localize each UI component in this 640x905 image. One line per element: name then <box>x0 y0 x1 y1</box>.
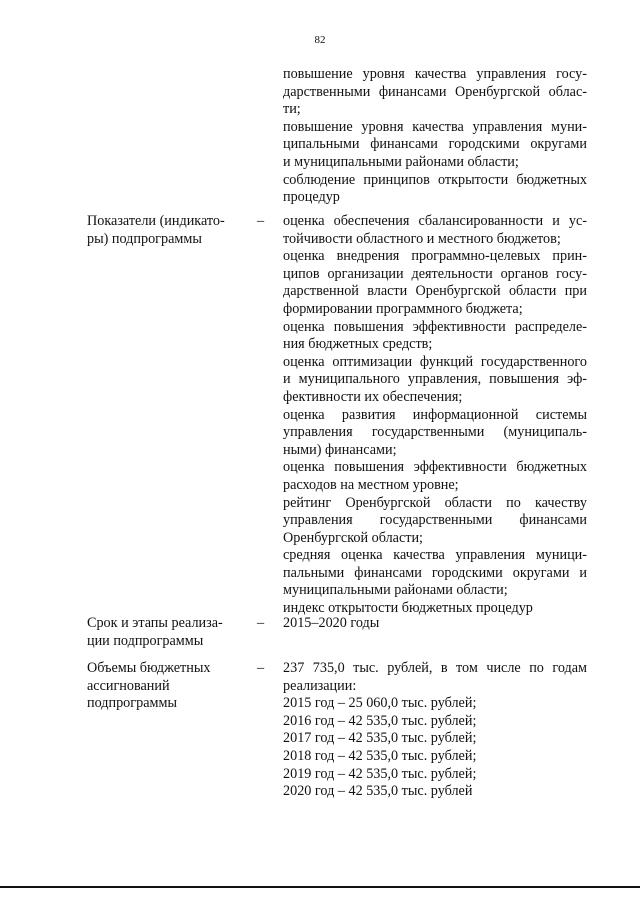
text-line: оценка развития информационной системы <box>283 406 587 423</box>
bottom-rule <box>0 886 640 888</box>
text-line: управления государственными (муниципаль- <box>283 424 587 441</box>
text-line: дарственной власти Оренбургской области при <box>283 283 587 300</box>
text-line: расходов на местном уровне; <box>283 476 459 493</box>
text-line: ципов организации деятельности органов госу- <box>283 265 587 282</box>
text-line: 2016 год – 42 535,0 тыс. рублей; <box>283 712 477 729</box>
text-line: реализации: <box>283 677 357 694</box>
text-line: оценка повышения эффективности распределе- <box>283 318 587 335</box>
text-line: рейтинг Оренбургской области по качеству <box>283 494 587 511</box>
text-line: и муниципальными районами области; <box>283 153 519 170</box>
text-line: средняя оценка качества управления муници- <box>283 547 587 564</box>
dash-separator: – <box>257 660 265 676</box>
text-line: 2015–2020 годы <box>283 615 380 631</box>
indicators-label <box>87 213 245 248</box>
text-line: ния бюджетных средств; <box>283 336 433 353</box>
text-line: соблюдение принципов открытости бюджетных <box>283 171 587 188</box>
text-line: процедур <box>283 189 340 206</box>
text-line: тойчивости областного и местного бюджетов; <box>283 230 561 247</box>
text-line: пальными финансами городскими округами и <box>283 564 587 581</box>
text-line: оценка внедрения программно-целевых прин- <box>283 248 587 265</box>
text-line: формировании программного бюджета; <box>283 300 523 317</box>
label-line: подпрограммы <box>87 695 177 712</box>
text-line: 2018 год – 42 535,0 тыс. рублей; <box>283 747 477 764</box>
term-value <box>283 615 587 633</box>
text-line: оценка обеспечения сбалансированности и ус- <box>283 213 587 229</box>
label-line: ции подпрограммы <box>87 632 204 649</box>
text-line: дарственными финансами Оренбургской облас- <box>283 83 587 100</box>
text-line: индекс открытости бюджетных процедур <box>283 600 533 617</box>
text-line: и муниципального управления, повышения эф- <box>283 371 587 388</box>
label-line: Срок и этапы реализа- <box>87 615 223 631</box>
text-line: ципальными финансами городскими округами <box>283 136 587 153</box>
text-line: Оренбургской области; <box>283 529 423 546</box>
goals-text <box>283 66 587 207</box>
label-line: Показатели (индикато- <box>87 213 225 229</box>
text-line: управления государственными финансами <box>283 512 587 529</box>
dash-separator: – <box>257 615 265 631</box>
text-line: повышение уровня качества управления муни- <box>283 118 587 135</box>
text-line: оценка оптимизации функций государственного <box>283 353 587 370</box>
indicators-text <box>283 213 587 618</box>
text-line: 2019 год – 42 535,0 тыс. рублей; <box>283 765 477 782</box>
label-line: ассигнований <box>87 677 170 694</box>
term-label <box>87 615 245 650</box>
page-number: 82 <box>314 34 326 46</box>
text-line: повышение уровня качества управления госу- <box>283 66 587 82</box>
label-line: ры) подпрограммы <box>87 230 202 247</box>
text-line: 2017 год – 42 535,0 тыс. рублей; <box>283 730 477 747</box>
text-line: 2015 год – 25 060,0 тыс. рублей; <box>283 695 477 712</box>
dash-separator: – <box>257 213 265 229</box>
text-line: 2020 год – 42 535,0 тыс. рублей <box>283 783 473 800</box>
label-line: Объемы бюджетных <box>87 660 211 676</box>
text-line: ти; <box>283 101 301 118</box>
budget-text <box>283 660 587 801</box>
text-line: муниципальными районами области; <box>283 582 508 599</box>
budget-label <box>87 660 245 713</box>
text-line: 237 735,0 тыс. рублей, в том числе по годам <box>283 660 587 676</box>
text-line: оценка повышения эффективности бюджетных <box>283 459 587 476</box>
text-line: фективности их обеспечения; <box>283 388 463 405</box>
text-line: ными) финансами; <box>283 441 397 458</box>
